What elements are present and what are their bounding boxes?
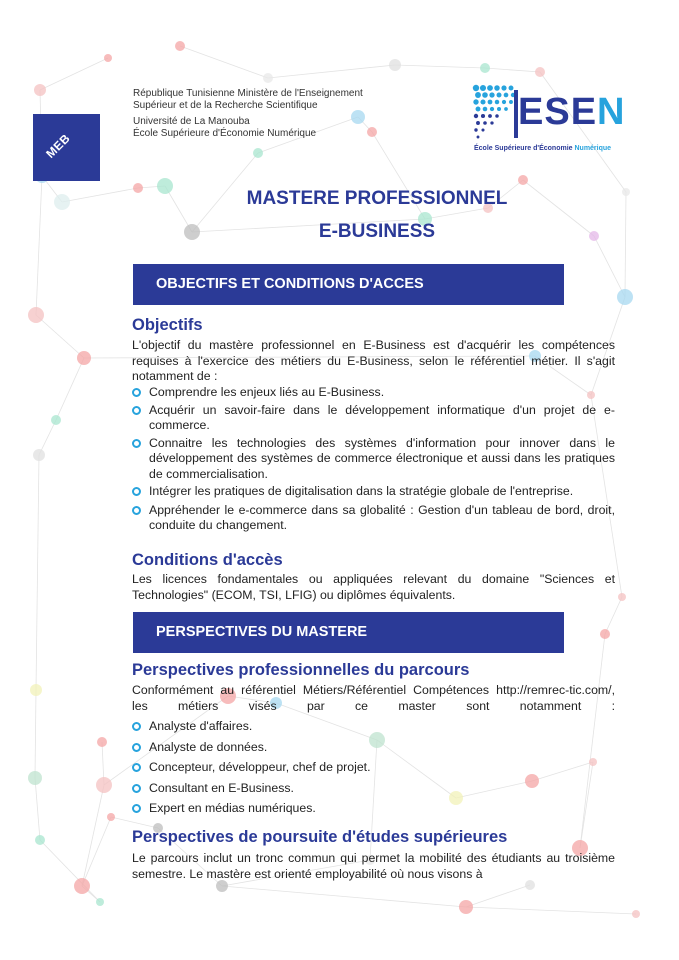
logo-dot <box>474 114 478 118</box>
network-edge <box>35 778 40 840</box>
logo-dot <box>487 85 493 91</box>
list-item: Analyste d'affaires. <box>132 719 615 735</box>
header-line-university: Université de La Manouba <box>133 116 250 127</box>
logo-dot <box>509 86 514 91</box>
perspectives-etudes-text: Le parcours inclut un tronc commun qui permet la mobilité des étudiants au troisième semestre. Le mastère est orienté employabilité où nous visons à <box>132 851 615 881</box>
network-node <box>622 188 630 196</box>
logo-dot <box>494 85 500 91</box>
logo-dot <box>504 93 509 98</box>
network-edge <box>466 885 530 907</box>
list-item: Intégrer les pratiques de digitalisation dans la stratégie globale de l'entreprise. <box>132 484 615 500</box>
list-item: Appréhender le e-commerce dans sa globalité : Gestion d'un tableau de bord, droit, conduite du changement. <box>132 503 615 534</box>
network-node <box>263 73 273 83</box>
logo-dot <box>480 85 486 91</box>
list-item: Concepteur, développeur, chef de projet. <box>132 760 615 776</box>
logo-dot <box>481 114 485 118</box>
circle-bullet-icon <box>132 439 141 448</box>
network-edge <box>35 690 36 778</box>
logo-dot <box>490 107 494 111</box>
network-node <box>535 67 545 77</box>
network-node <box>253 148 263 158</box>
network-node <box>34 84 46 96</box>
logo-dot <box>488 114 492 118</box>
list-item: Consultant en E-Business. <box>132 781 615 797</box>
logo-dot <box>495 100 500 105</box>
circle-bullet-icon <box>132 743 141 752</box>
network-node <box>33 449 45 461</box>
logo-dot <box>477 136 480 139</box>
circle-bullet-icon <box>132 784 141 793</box>
section-band-objectifs: OBJECTIFS ET CONDITIONS D'ACCES <box>133 264 564 305</box>
network-edge <box>82 785 104 886</box>
meb-badge-label: MEB <box>43 131 73 161</box>
network-edge <box>466 907 636 914</box>
network-edge <box>82 817 111 886</box>
logo-dot <box>483 107 488 112</box>
header-line-ministry: République Tunisienne Ministère de l'Enseignement <box>133 88 363 99</box>
logo-dot <box>497 93 502 98</box>
logo-dot <box>482 92 488 98</box>
page-title-line1: MASTERE PROFESSIONNEL <box>246 188 508 209</box>
network-edge <box>625 192 626 297</box>
network-node <box>389 59 401 71</box>
logo-dot <box>476 121 480 125</box>
network-edge <box>268 65 395 78</box>
logo-dot <box>473 99 478 104</box>
logo-dot <box>474 128 477 131</box>
network-edge <box>36 455 39 690</box>
logo-dot <box>481 128 484 131</box>
heading-perspectives-pro: Perspectives professionnelles du parcours <box>132 661 470 679</box>
network-edge <box>40 840 100 902</box>
heading-objectifs: Objectifs <box>132 316 203 334</box>
logo-dot <box>488 100 493 105</box>
section-band-perspectives: PERSPECTIVES DU MASTERE <box>133 612 564 653</box>
page-title-line2: E-BUSINESS <box>318 221 436 242</box>
network-node <box>77 351 91 365</box>
logo-dot <box>497 107 501 111</box>
logo-subtitle: École Supérieure d'Économie Numérique <box>474 145 612 152</box>
objectifs-intro: L'objectif du mastère professionnel en E-Business est d'acquérir les compétences requises à l'exercice des métiers du E-Business, selon le référentiel métier. Il s'agit notamment de : <box>132 338 615 383</box>
network-node <box>480 63 490 73</box>
network-node <box>367 127 377 137</box>
list-item: Comprendre les enjeux liés au E-Business. <box>132 385 615 401</box>
list-item: Analyste de données. <box>132 740 615 756</box>
list-item: Expert en médias numériques. <box>132 801 615 817</box>
network-node <box>28 307 44 323</box>
network-node <box>96 898 104 906</box>
network-edge <box>111 817 158 828</box>
heading-perspectives-etudes: Perspectives de poursuite d'études supérieures <box>132 828 508 846</box>
logo-dot <box>490 121 493 124</box>
meb-badge <box>33 114 100 181</box>
objectifs-list <box>132 385 615 534</box>
network-node <box>175 41 185 51</box>
list-item: Acquérir un savoir-faire dans le développement informatique d'un projet de e-commerce. <box>132 403 615 434</box>
network-node <box>459 900 473 914</box>
network-node <box>617 289 633 305</box>
logo-dot <box>502 100 506 104</box>
esen-logo <box>472 84 626 164</box>
network-edge <box>180 46 268 78</box>
circle-bullet-icon <box>132 388 141 397</box>
circle-bullet-icon <box>132 804 141 813</box>
network-node <box>51 415 61 425</box>
circle-bullet-icon <box>132 487 141 496</box>
logo-dot <box>495 114 499 118</box>
network-edge <box>36 176 42 315</box>
header-line-school: École Supérieure d'Économie Numérique <box>133 128 317 139</box>
logo-dot <box>509 100 513 104</box>
network-edge <box>222 886 466 907</box>
header-line-ministry-2: Supérieur et de la Recherche Scientifique <box>133 100 318 111</box>
perspectives-pro-intro: Conformément au référentiel Métiers/Référentiel Compétences http://remrec-tic.com/, les métiers visés par ce master sont notamment : <box>132 683 615 713</box>
logo-dot <box>501 85 506 90</box>
network-edge <box>395 65 485 68</box>
network-node <box>632 910 640 918</box>
heading-conditions: Conditions d'accès <box>132 551 283 569</box>
network-node <box>30 684 42 696</box>
network-edge <box>594 236 625 297</box>
logo-dot <box>489 92 494 97</box>
logo-dot <box>473 85 479 91</box>
circle-bullet-icon <box>132 763 141 772</box>
institution-header <box>133 88 363 140</box>
network-edge <box>36 315 84 358</box>
logo-dot <box>504 107 508 111</box>
circle-bullet-icon <box>132 722 141 731</box>
network-node <box>97 737 107 747</box>
logo-dot <box>476 107 481 112</box>
network-node <box>54 194 70 210</box>
circle-bullet-icon <box>132 406 141 415</box>
network-node <box>104 54 112 62</box>
metiers-list <box>132 719 615 817</box>
list-item: Connaitre les technologies des systèmes d'information pour innover dans le développement des systèmes de commerce électronique et aussi dans les pratiques de commercialisation. <box>132 436 615 483</box>
logo-dot <box>483 121 487 125</box>
logo-dots-icon <box>472 84 516 142</box>
network-node <box>107 813 115 821</box>
logo-wordmark: ESEN <box>518 91 626 133</box>
network-edge <box>62 188 138 202</box>
network-edge <box>485 68 540 72</box>
network-node <box>28 771 42 785</box>
conditions-text: Les licences fondamentales ou appliquées relevant du domaine "Sciences et Technologies" (ECOM, TSI, LFIG) ou diplômes équivalents. <box>132 572 615 602</box>
network-node <box>600 629 610 639</box>
circle-bullet-icon <box>132 506 141 515</box>
network-node <box>618 593 626 601</box>
network-node <box>96 777 112 793</box>
network-node <box>518 175 528 185</box>
network-edge <box>56 358 84 420</box>
logo-dot <box>475 92 481 98</box>
network-node <box>35 835 45 845</box>
network-node <box>74 878 90 894</box>
logo-dot <box>480 99 485 104</box>
network-edge <box>40 58 108 90</box>
